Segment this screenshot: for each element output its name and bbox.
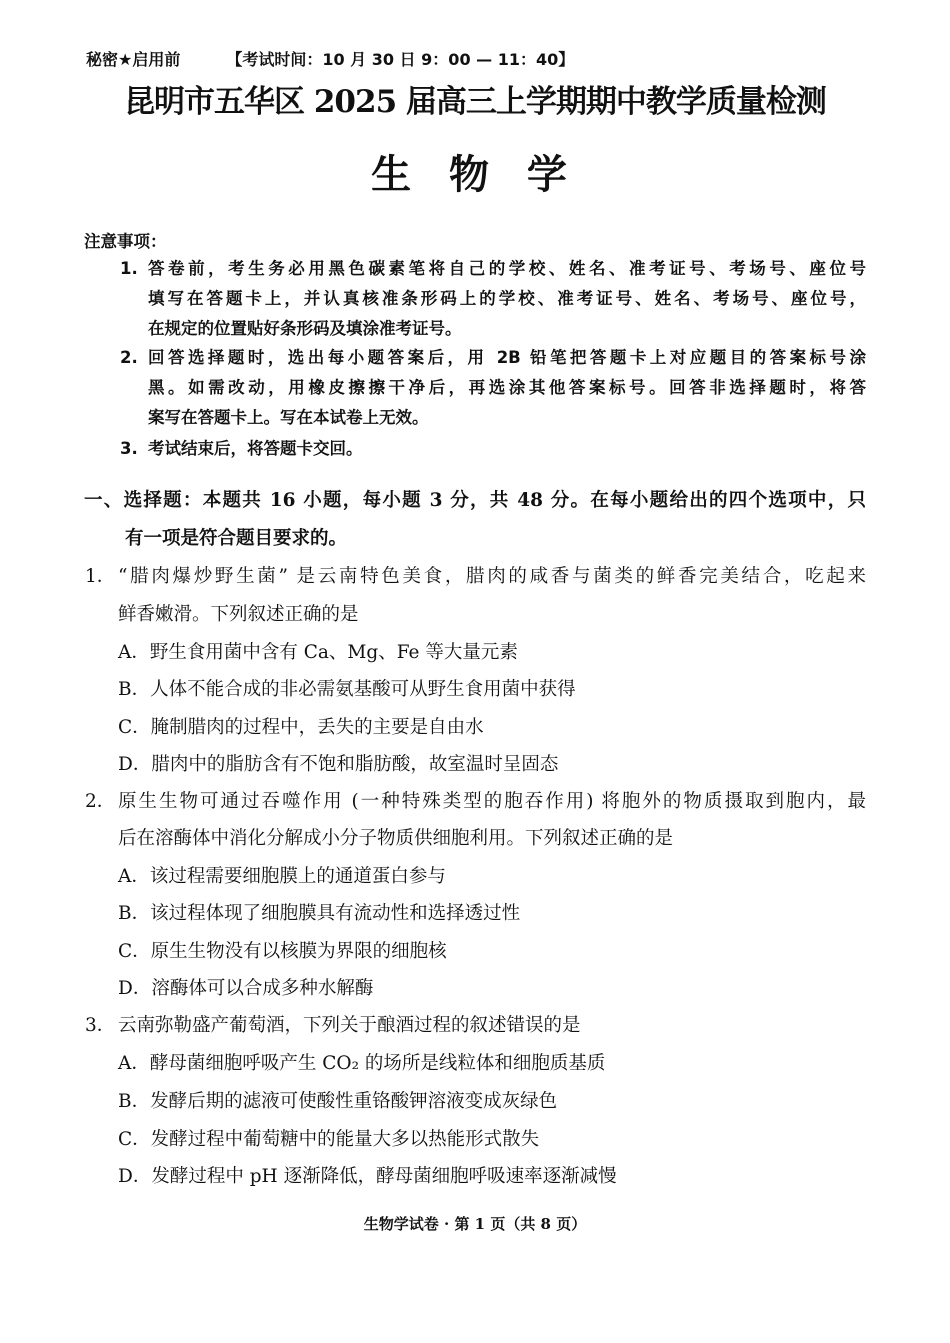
question-stem: 鲜香嫩滑。下列叙述正确的是	[118, 604, 359, 625]
answer-option-b: B．人体不能合成的非必需氨基酸可从野生食用菌中获得	[118, 679, 576, 700]
notice-item-number: 1.	[120, 259, 138, 278]
answer-option-b: B．该过程体现了细胞膜具有流动性和选择透过性	[118, 903, 521, 924]
answer-option-c: C．腌制腊肉的过程中，丢失的主要是自由水	[118, 717, 484, 738]
question-number: 2．	[85, 791, 116, 812]
answer-option-d: D．发酵过程中 pH 逐渐降低，酵母菌细胞呼吸速率逐渐减慢	[118, 1166, 617, 1187]
notice-item-text: 黑。如需改动，用橡皮擦擦干净后，再选涂其他答案标号。回答非选择题时，将答	[148, 378, 866, 397]
answer-option-b: B．发酵后期的滤液可使酸性重铬酸钾溶液变成灰绿色	[118, 1091, 558, 1112]
page-footer: 生物学试卷 · 第 1 页（共 8 页）	[363, 1215, 587, 1233]
answer-option-c: C．原生生物没有以核膜为界限的细胞核	[118, 941, 447, 962]
subject-title: 生 物 学	[371, 151, 579, 198]
question-stem: 后在溶酶体中消化分解成小分子物质供细胞利用。下列叙述正确的是	[118, 828, 674, 849]
question-number: 3．	[85, 1015, 116, 1036]
answer-option-c: C．发酵过程中葡萄糖中的能量大多以热能形式散失	[118, 1129, 540, 1150]
answer-option-d: D．溶酶体可以合成多种水解酶	[118, 978, 374, 999]
notice-item-text: 在规定的位置贴好条形码及填涂准考证号。	[148, 319, 462, 338]
question-stem: 原生生物可通过吞噬作用 (一种特殊类型的胞吞作用) 将胞外的物质摄取到胞内，最	[118, 791, 866, 812]
page-header	[86, 48, 574, 72]
answer-option-a: A．酵母菌细胞呼吸产生 CO₂ 的场所是线粒体和细胞质基质	[118, 1053, 606, 1074]
confidential-label: 秘密★启用前	[86, 50, 181, 69]
notice-item-text: 案写在答题卡上。写在本试卷上无效。	[148, 408, 429, 427]
answer-option-d: D．腊肉中的脂肪含有不饱和脂肪酸，故室温时呈固态	[118, 754, 559, 775]
exam-time: 【考试时间：10 月 30 日 9：00 — 11：40】	[226, 50, 575, 69]
notice-item-text: 回答选择题时，选出每小题答案后，用 2B 铅笔把答题卡上对应题目的答案标号涂	[148, 348, 866, 367]
exam-title: 昆明市五华区 2025 届高三上学期期中教学质量检测	[124, 84, 826, 120]
notice-heading: 注意事项：	[84, 232, 167, 251]
notice-item-text: 考试结束后，将答题卡交回。	[148, 439, 363, 458]
notice-item-number: 2.	[120, 348, 138, 367]
answer-option-a: A．野生食用菌中含有 Ca、Mg、Fe 等大量元素	[118, 642, 518, 663]
question-stem: 云南弥勒盛产葡萄酒，下列关于酿酒过程的叙述错误的是	[118, 1015, 581, 1036]
notice-item-text: 答卷前，考生务必用黑色碳素笔将自己的学校、姓名、准考证号、考场号、座位号	[148, 259, 866, 278]
notice-item-text: 填写在答题卡上，并认真核准条形码上的学校、准考证号、姓名、考场号、座位号，	[148, 289, 866, 308]
question-stem: “腊肉爆炒野生菌” 是云南特色美食，腊肉的咸香与菌类的鲜香完美结合，吃起来	[118, 566, 866, 587]
notice-item-number: 3.	[120, 439, 138, 458]
question-number: 1．	[85, 566, 116, 587]
section-heading: 一、选择题：本题共 16 小题，每小题 3 分，共 48 分。在每小题给出的四个选项中，只	[84, 490, 866, 511]
section-heading-cont: 有一项是符合题目要求的。	[125, 528, 348, 549]
answer-option-a: A．该过程需要细胞膜上的通道蛋白参与	[118, 866, 446, 887]
